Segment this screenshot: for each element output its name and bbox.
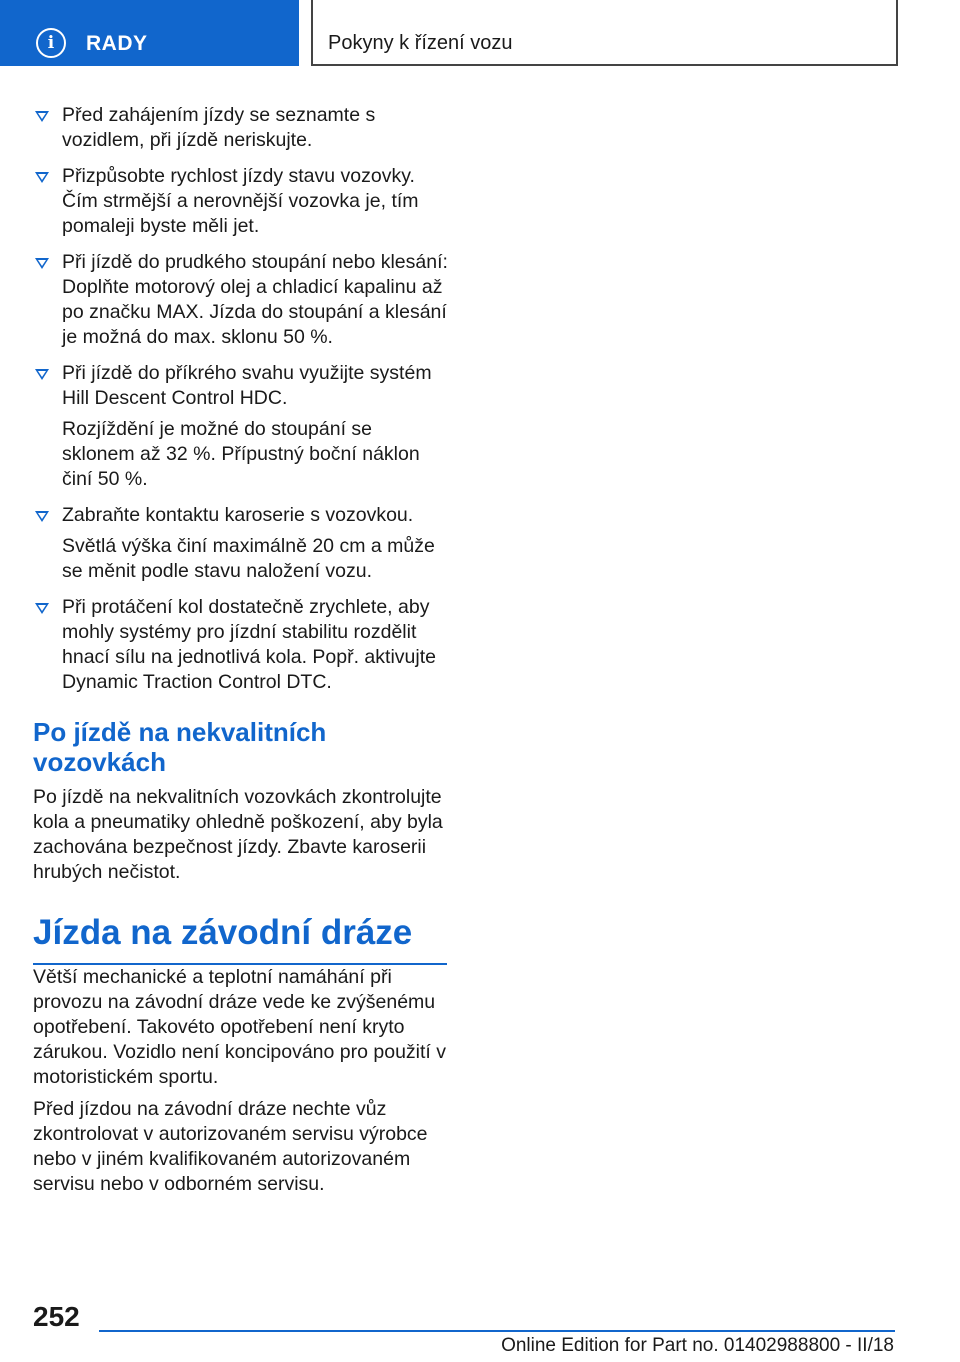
race-track-paragraph: Větší mechanické a teplotní namáhání při provozu na závodní dráze vede ke zvýšenému opotřebení. Takovéto opotřebení není kryto zárukou. Vozidlo není koncipováno pro použití v motoristickém sportu. [33,966,447,1088]
list-item [33,361,449,492]
section-tab [0,0,299,66]
list-item-text: Rozjíždění je možné do stoupání se sklonem až 32 %. Přípustný boční náklon činí 50 %. [62,418,420,490]
main-column [33,103,449,1204]
race-track-heading: Jízda na závodní dráze [33,913,447,965]
list-item-text: Před zahájením jízdy se seznamte s vozidlem, při jízdě neriskujte. [62,104,376,151]
list-item [33,164,449,239]
edition-info: Online Edition for Part no. 01402988800 - II/18 [501,1335,894,1356]
triangle-bullet-icon [35,369,49,380]
race-track-paragraph: Před jízdou na závodní dráze nechte vůz zkontrolovat v autorizovaném servisu výrobce nebo v jiném kvalifikovaném autorizovaném servisu nebo v odborném servisu. [33,1098,428,1195]
rough-roads-text: Po jízdě na nekvalitních vozovkách zkontrolujte kola a pneumatiky ohledně poškození, aby byla zachována bezpečnost jízdy. Zbavte karoserii hrubých nečistot. [33,786,443,883]
info-icon: i [36,28,66,58]
list-item-text: Při jízdě do příkrého svahu využijte systém Hill Descent Control HDC. [62,362,432,409]
list-item-text: Při protáčení kol dostatečně zrychlete, aby mohly systémy pro jízdní stabilitu rozdělit hnací sílu na jednotlivá kola. Popř. aktivujte Dynamic Traction Control DTC. [62,596,436,693]
rough-roads-heading: Po jízdě na nekvalitních vozovkách [33,717,327,777]
list-item [33,250,449,350]
triangle-bullet-icon [35,603,49,614]
page-number: 252 [33,1301,80,1332]
tips-list [33,103,449,695]
footer-divider [99,1330,895,1332]
list-item-text: Při jízdě do prudkého stoupání nebo klesání: Doplňte motorový olej a chladicí kapalinu až po značku MAX. Jízda do stoupání a klesání je možná do max. sklonu 50 %. [62,251,448,348]
list-item-text: Zabraňte kontaktu karoserie s vozovkou. [62,504,414,526]
triangle-bullet-icon [35,511,49,522]
section-label: RADY [86,32,148,55]
triangle-bullet-icon [35,258,49,269]
chapter-title: Pokyny k řízení vozu [328,32,513,54]
list-item [33,595,449,695]
list-item [33,103,449,153]
list-item-text: Světlá výška činí maximálně 20 cm a může se měnit podle stavu naložení vozu. [62,535,435,582]
list-item-text: Přizpůsobte rychlost jízdy stavu vozovky. Čím strmější a nerovnější vozovka je, tím pomaleji byste měli jet. [62,165,419,237]
triangle-bullet-icon [35,111,49,122]
triangle-bullet-icon [35,172,49,183]
list-item [33,503,449,584]
chapter-header [311,0,898,66]
